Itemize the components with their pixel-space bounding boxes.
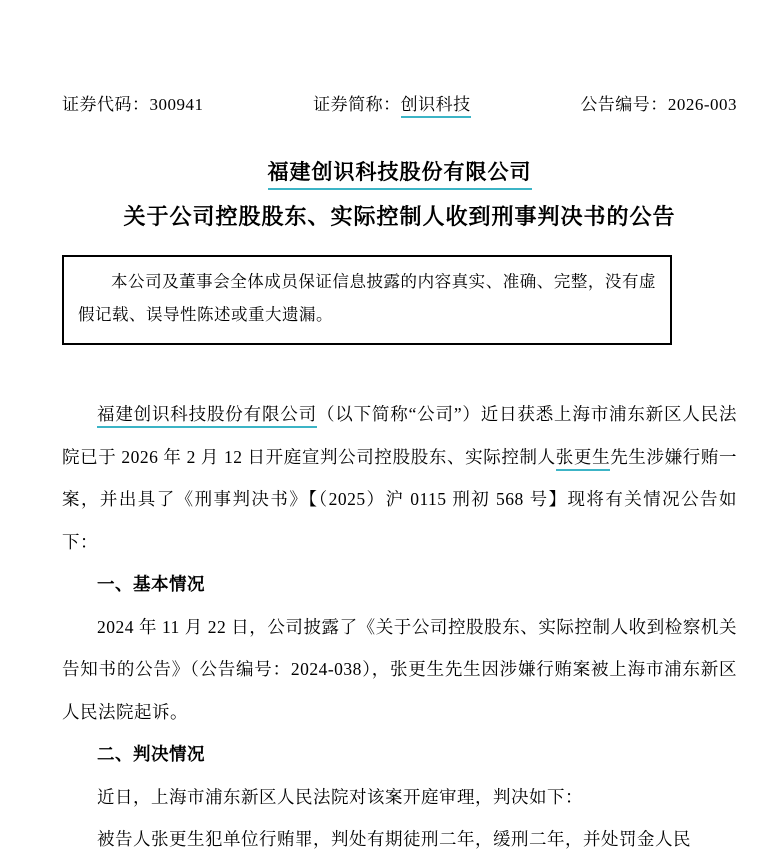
intro-text-after-company: （以下简称“公司”）近日获悉上海市浦东新区人民法院已于 2026 年 2 月 12 日开庭宣判公司控股股东、实际控制人 — [62, 404, 737, 467]
announcement-number — [580, 90, 737, 115]
announcement-title: 关于公司控股股东、实际控制人收到刑事判决书的公告 — [123, 204, 676, 229]
company-title — [62, 159, 737, 187]
stock-name — [313, 90, 471, 115]
announcement-number-label: 公告编号： — [580, 95, 668, 114]
stock-code-label: 证券代码： — [62, 95, 150, 114]
stock-code-value: 300941 — [149, 95, 204, 114]
securities-info-row — [62, 90, 737, 115]
company-title-text: 福建创识科技股份有限公司 — [268, 161, 532, 190]
disclaimer-text: 本公司及董事会全体成员保证信息披露的内容真实、准确、完整，没有虚假记载、误导性陈述或重大遗漏。 — [78, 272, 656, 324]
section-1-heading: 一、基本情况 — [97, 574, 205, 594]
stock-name-label: 证券简称： — [313, 95, 401, 114]
section-1-paragraph: 2024 年 11 月 22 日，公司披露了《关于公司控股股东、实际控制人收到检察机关告知书的公告》（公告编号：2024-038），张更生先生因涉嫌行贿案被上海市浦东新区人民法院起诉。 — [62, 616, 737, 722]
person-name-link: 张更生 — [556, 447, 610, 471]
section-2-paragraph-2: 被告人张更生犯单位行贿罪，判处有期徒刑二年，缓刑二年，并处罚金人民 — [97, 829, 691, 849]
intro-paragraph — [62, 393, 737, 563]
company-name-link: 福建创识科技股份有限公司 — [97, 404, 317, 428]
announcement-number-value: 2026-003 — [667, 95, 737, 114]
section-2-heading: 二、判决情况 — [97, 744, 205, 764]
stock-name-value: 创识科技 — [401, 95, 471, 118]
announcement-body — [62, 393, 737, 861]
disclaimer-box — [62, 255, 672, 345]
stock-code — [62, 90, 204, 115]
section-2-paragraph-1: 近日，上海市浦东新区人民法院对该案开庭审理，判决如下： — [97, 786, 583, 807]
intro-text-after-person: 先生涉嫌行贿一案，并出具了《刑事判决书》【（2025）沪 0115 刑初 568 号】现将有关情况公告如下： — [62, 446, 738, 552]
